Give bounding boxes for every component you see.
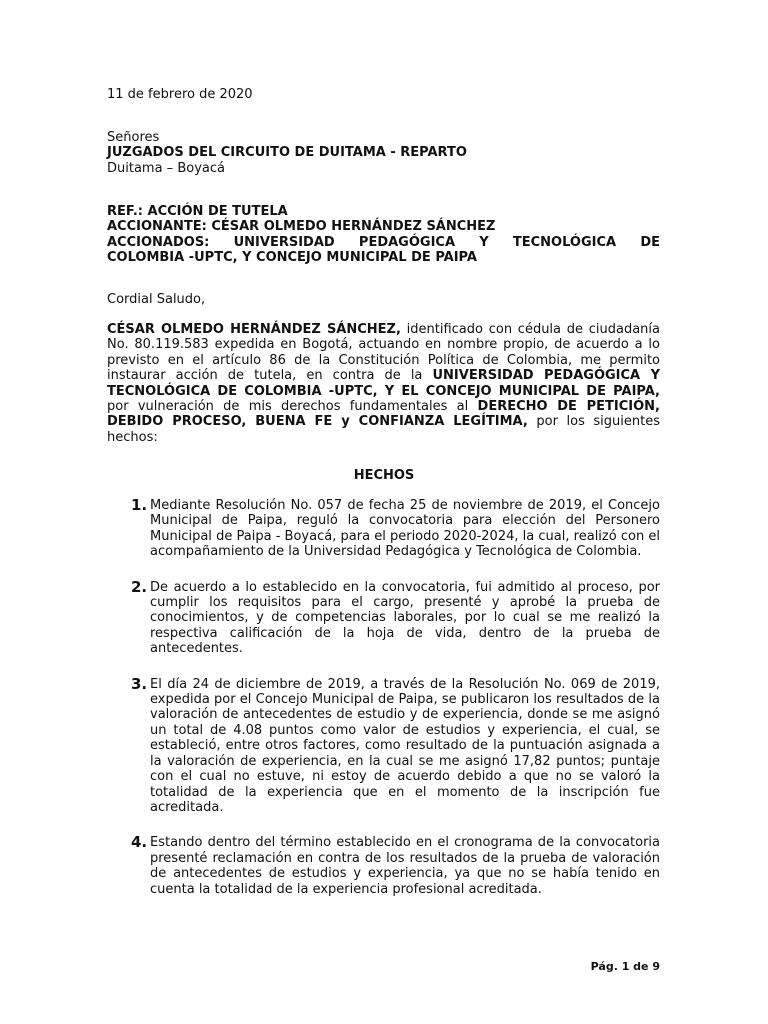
reference-block bbox=[107, 204, 660, 266]
list-item bbox=[107, 577, 660, 657]
ref-plaintiff: ACCIONANTE: CÉSAR OLMEDO HERNÁNDEZ SÁNCHEZ bbox=[107, 219, 496, 235]
intro-text-3: por los siguientes hechos: bbox=[107, 414, 660, 445]
intro-entities: UNIVERSIDAD PEDAGÓGICA Y TECNOLÓGICA DE COLOMBIA -UPTC, Y EL CONCEJO MUNICIPAL DE PAIPA, bbox=[107, 368, 660, 399]
intro-text-1: identificado con cédula de ciudadanía No. 80.119.583 expedida en Bogotá, actuando en nombre propio, de acuerdo a lo previsto en el artículo 86 de la Constitución Política de Colombia, me permito instaurar acción de tutela, en contra de la bbox=[107, 322, 660, 384]
fact-text: De acuerdo a lo establecido en la convocatoria, fui admitido al proceso, por cumplir los requisitos para el cargo, presenté y aprobé la prueba de conocimientos, y de competencias laborales, por lo cual se me realizó la respectiva calificación de la hoja de vida, dentro de la prueba de antecedentes. bbox=[150, 579, 660, 657]
fact-number: 1. bbox=[131, 496, 148, 514]
fact-text: Mediante Resolución No. 057 de fecha 25 de noviembre de 2019, el Concejo Municipal de Paipa, reguló la convocatoria para elección del Personero Municipal de Paipa - Boyacá, para el periodo 2020-2024, la cual, realizó con el acompañamiento de la Universidad Pedagógica y Tecnológica de Colombia. bbox=[150, 498, 660, 560]
fact-number: 3. bbox=[131, 674, 148, 693]
ref-defendants-line2: COLOMBIA -UPTC, Y CONCEJO MUNICIPAL DE PAIPA bbox=[107, 250, 477, 266]
addressee-court: JUZGADOS DEL CIRCUITO DE DUITAMA - REPARTO bbox=[107, 145, 467, 161]
addressee-block bbox=[107, 130, 667, 176]
fact-text: El día 24 de diciembre de 2019, a través de la Resolución No. 069 de 2019, expedida por el Concejo Municipal de Paipa, se publicaron los resultados de la valoración de antecedentes de estudio y de experiencia, donde se me asignó un total de 4.08 puntos como valor de estudios y experiencia, el cual, se estableció, entre otros factores, como resultado de la puntuación asignada a la valoración de experiencia, en la cual se me asignó 17,82 puntos; puntaje con el cual no estuve, ni estoy de acuerdo debido a que no se valoró la totalidad de la experiencia que en el momento de la inscripción fue acreditada. bbox=[150, 676, 660, 815]
ref-subject: REF.: ACCIÓN DE TUTELA bbox=[107, 204, 288, 219]
facts-list bbox=[107, 498, 660, 917]
section-title-hechos: HECHOS bbox=[353, 468, 415, 483]
addressee-salutation: Señores bbox=[107, 130, 160, 145]
list-item bbox=[107, 674, 660, 816]
intro-paragraph bbox=[107, 322, 660, 445]
ref-defendants-line1: ACCIONADOS: UNIVERSIDAD PEDAGÓGICA Y TECNOLÓGICA DE bbox=[107, 234, 660, 250]
intro-name: CÉSAR OLMEDO HERNÁNDEZ SÁNCHEZ, bbox=[107, 322, 401, 337]
list-item bbox=[107, 498, 660, 560]
fact-text: Estando dentro del término establecido en el cronograma de la convocatoria presenté reclamación en contra de los resultados de la prueba de valoración de antecedentes de estudios y experiencia, ya que no se había tenido en cuenta la totalidad de la experiencia profesional acreditada. bbox=[150, 835, 660, 897]
fact-number: 4. bbox=[131, 833, 148, 852]
list-item bbox=[107, 835, 660, 897]
intro-rights: DERECHO DE PETICIÓN, DEBIDO PROCESO, BUENA FE y CONFIANZA LEGÍTIMA, bbox=[107, 399, 660, 430]
greeting: Cordial Saludo, bbox=[107, 292, 206, 307]
letter-date: 11 de febrero de 2020 bbox=[107, 87, 253, 102]
intro-text-2: por vulneración de mis derechos fundamentales al bbox=[107, 399, 478, 415]
fact-number: 2. bbox=[131, 577, 148, 596]
addressee-city: Duitama – Boyacá bbox=[107, 160, 225, 176]
page-number: Pág. 1 de 9 bbox=[590, 960, 660, 973]
